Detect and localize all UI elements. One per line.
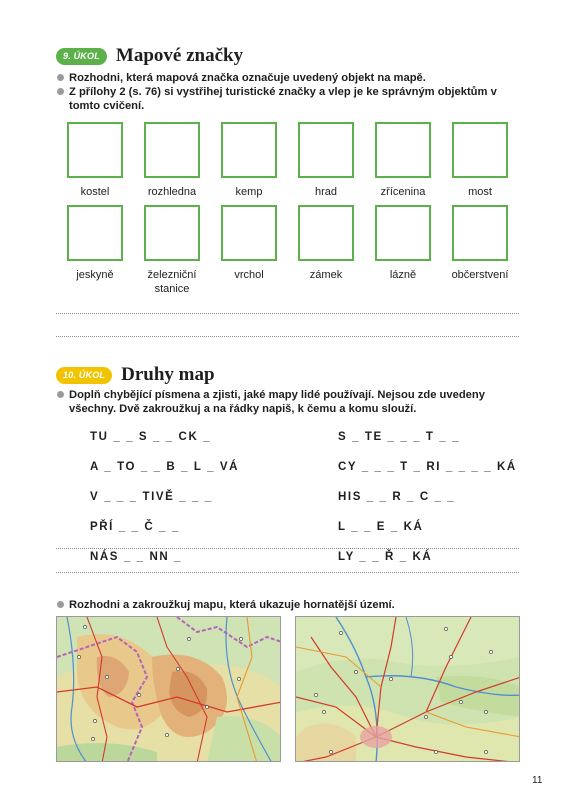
- bullet-dot-icon: [57, 601, 64, 608]
- sticker-box[interactable]: [375, 205, 431, 261]
- sticker-box[interactable]: [452, 205, 508, 261]
- symbol-cell: [221, 122, 277, 199]
- sticker-box[interactable]: [221, 122, 277, 178]
- puzzle-word[interactable]: CY _ _ _ T _ RI _ _ _ _ KÁ: [338, 461, 517, 473]
- symbol-label: jeskyně: [76, 269, 114, 281]
- puzzle-word[interactable]: LY _ _ Ř _ KÁ: [338, 551, 433, 563]
- symbol-label: kemp: [235, 186, 263, 198]
- symbol-label: zámek: [309, 269, 343, 281]
- symbol-label: kostel: [80, 186, 110, 198]
- sticker-box[interactable]: [298, 205, 354, 261]
- task10-instruction: Doplň chybějící písmena a zjisti, jaké mapy lidé používají. Nejsou zde uvedeny všechny. Dvě zakroužkuj a na řádky napiš, k čemu a komu slouží.: [57, 388, 517, 416]
- task9-badge: 9. ÚKOL: [56, 48, 107, 65]
- symbol-cell: [67, 205, 123, 296]
- answer-line[interactable]: [56, 572, 519, 573]
- page-number: 11: [532, 775, 543, 786]
- symbol-label: zřícenina: [380, 186, 426, 198]
- bullet-dot-icon: [57, 88, 64, 95]
- puzzle-word[interactable]: NÁS _ _ NN _: [90, 551, 183, 563]
- symbol-label: občerstvení: [451, 269, 509, 281]
- task9-instruction-2: Z přílohy 2 (s. 76) si vystřihej turistické značky a vlep je ke správným objektům v tomto cvičení.: [57, 85, 517, 113]
- task9-title: Mapové značky: [115, 45, 244, 66]
- sticker-box[interactable]: [221, 205, 277, 261]
- symbol-cell: [221, 205, 277, 296]
- map-lowland[interactable]: [295, 616, 520, 762]
- answer-line[interactable]: [56, 336, 519, 337]
- task10-header: [56, 364, 215, 386]
- bullet-dot-icon: [57, 391, 64, 398]
- puzzle-word[interactable]: PŘÍ _ _ Č _ _: [90, 521, 180, 533]
- symbol-label: hrad: [314, 186, 338, 198]
- symbol-cell: [144, 205, 200, 296]
- sticker-box[interactable]: [144, 122, 200, 178]
- answer-line[interactable]: [56, 548, 519, 549]
- sticker-box[interactable]: [452, 122, 508, 178]
- symbol-cell: [67, 122, 123, 199]
- puzzle-word[interactable]: A _ TO _ _ B _ L _ VÁ: [90, 461, 240, 473]
- symbol-cell: [144, 122, 200, 199]
- word-list-right: [338, 430, 517, 580]
- sticker-box[interactable]: [144, 205, 200, 261]
- symbol-label: vrchol: [234, 269, 264, 281]
- puzzle-word[interactable]: TU _ _ S _ _ CK _: [90, 431, 212, 443]
- puzzle-word[interactable]: HIS _ _ R _ C _ _: [338, 491, 456, 503]
- map-mountainous[interactable]: [56, 616, 281, 762]
- puzzle-word[interactable]: S _ TE _ _ _ T _ _: [338, 431, 461, 443]
- sticker-box[interactable]: [67, 205, 123, 261]
- task11-instruction: Rozhodni a zakroužkuj mapu, která ukazuje hornatější území.: [57, 598, 517, 612]
- symbol-label: lázně: [389, 269, 417, 281]
- task9-header: [56, 45, 243, 67]
- task10-title: Druhy map: [121, 364, 215, 385]
- word-list-left: [90, 430, 239, 580]
- answer-line[interactable]: [56, 313, 519, 314]
- symbol-grid-row-1: [67, 122, 507, 199]
- puzzle-word[interactable]: L _ _ E _ KÁ: [338, 521, 424, 533]
- task9-instruction-1: Rozhodni, která mapová značka označuje uvedený objekt na mapě.: [57, 71, 517, 85]
- puzzle-word[interactable]: V _ _ _ TIVĚ _ _ _: [90, 491, 213, 503]
- task10-badge: 10. ÚKOL: [56, 367, 112, 384]
- symbol-cell: [452, 122, 508, 199]
- sticker-box[interactable]: [375, 122, 431, 178]
- symbol-cell: [298, 205, 354, 296]
- symbol-cell: [452, 205, 508, 296]
- symbol-label: most: [468, 186, 492, 198]
- sticker-box[interactable]: [67, 122, 123, 178]
- sticker-box[interactable]: [298, 122, 354, 178]
- symbol-label: rozhledna: [147, 186, 197, 198]
- symbol-grid-row-2: [67, 205, 507, 296]
- symbol-label: železniční stanice: [147, 269, 197, 295]
- bullet-dot-icon: [57, 74, 64, 81]
- symbol-cell: [298, 122, 354, 199]
- symbol-cell: [375, 205, 431, 296]
- symbol-cell: [375, 122, 431, 199]
- lowland-map-image: [296, 617, 520, 762]
- relief-map-image: [57, 617, 281, 762]
